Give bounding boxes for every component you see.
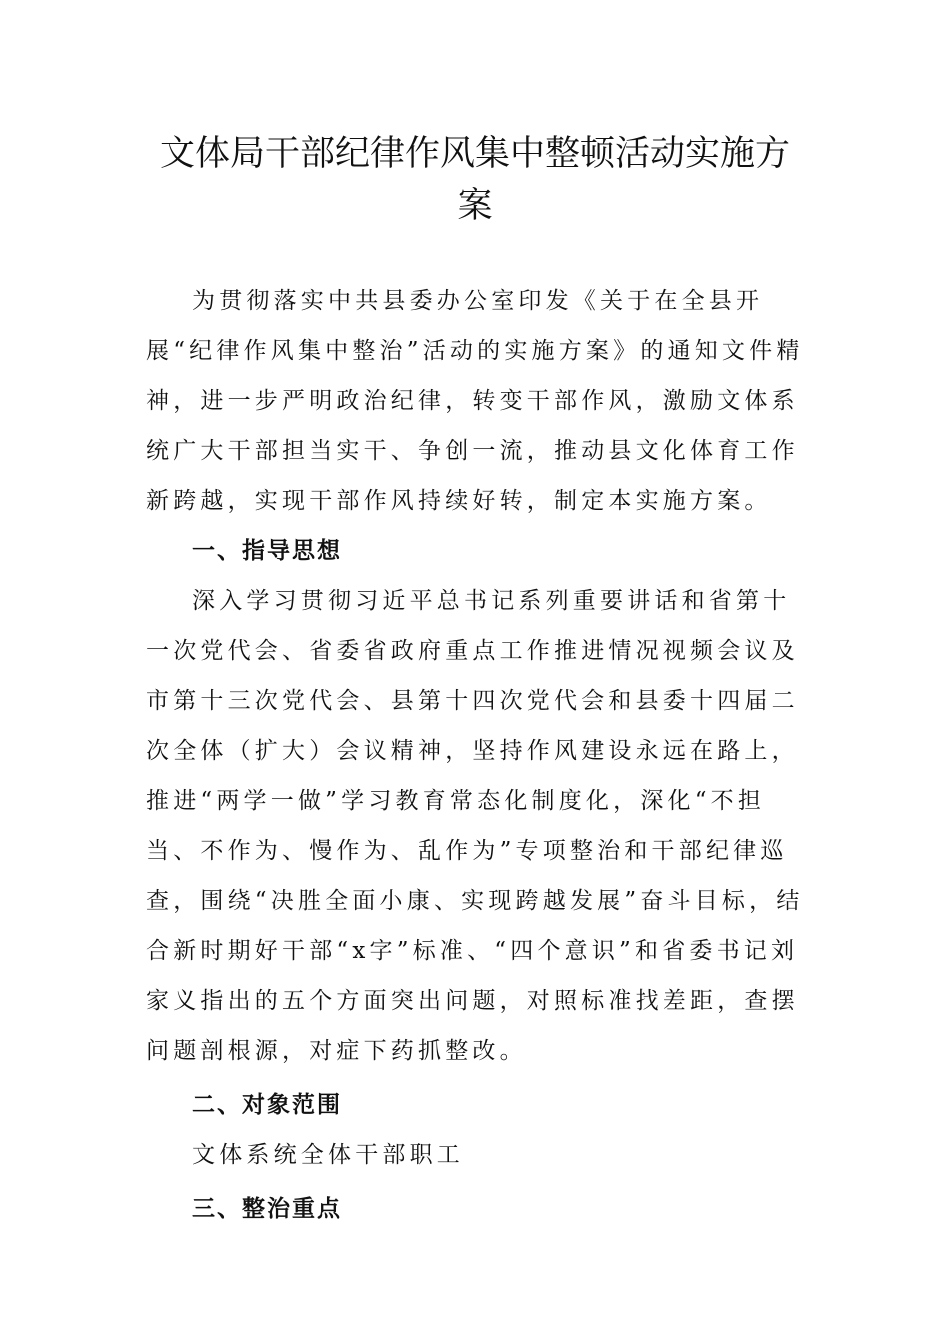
- section-text-guiding-ideology: 深入学习贯彻习近平总书记系列重要讲话和省第十一次党代会、省委省政府重点工作推进情况视频会议及市第十三次党代会、县第十四次党代会和县委十四届二次全体（扩大）会议精神，坚持作风建设永远在路上，推进“两学一做”学习教育常态化制度化，深化“不担当、不作为、慢作为、乱作为”专项整治和干部纪律巡查，围绕“决胜全面小康、实现跨越发展”奋斗目标，结合新时期好干部“x字”标准、“四个意识”和省委书记刘家义指出的五个方面突出问题，对照标准找差距，查摆问题剖根源，对症下药抓整改。: [146, 588, 804, 1064]
- section-heading-key-points: 三、整治重点: [192, 1196, 342, 1222]
- section-heading-guiding-ideology: 一、指导思想: [192, 538, 342, 564]
- section-heading-scope: 二、对象范围: [192, 1092, 342, 1118]
- section-text-scope: 文体系统全体干部职工: [192, 1142, 464, 1168]
- title-line-1: 文体局干部纪律作风集中整顿活动实施方: [159, 134, 790, 174]
- intro-paragraph: 为贯彻落实中共县委办公室印发《关于在全县开展“纪律作风集中整治”活动的实施方案》的通知文件精神，进一步严明政治纪律，转变干部作风，激励文体系统广大干部担当实干、争创一流，推动县文化体育工作新跨越，实现干部作风持续好转，制定本实施方案。: [146, 288, 804, 514]
- title-line-2: 案: [457, 186, 493, 226]
- document-title: [130, 128, 820, 232]
- document-body: [146, 276, 812, 1234]
